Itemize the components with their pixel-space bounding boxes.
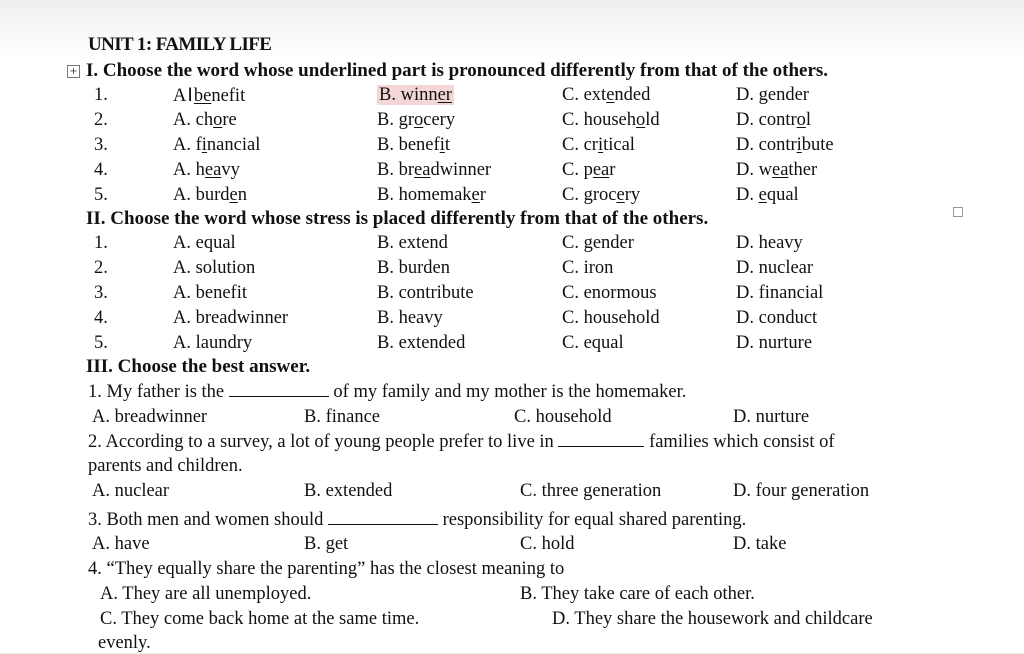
part2-row-2-option-b[interactable]: B. burden	[377, 258, 450, 278]
q1-option-b[interactable]: B. finance	[304, 407, 381, 427]
part2-row-5-option-b[interactable]: B. extended	[377, 333, 466, 353]
part1-row-3-number: 3.	[94, 135, 108, 155]
part2-row-4-number: 4.	[94, 308, 108, 328]
part1-row-1-number: 1.	[94, 85, 108, 105]
part2-row-1-option-c[interactable]: C. gender	[562, 233, 634, 253]
part2-row-1-option-d[interactable]: D. heavy	[736, 233, 803, 253]
q4-option-a[interactable]: A. They are all unemployed.	[100, 584, 312, 604]
part1-row-4-option-d[interactable]: D. weather	[736, 160, 818, 180]
part2-row-5-option-d[interactable]: D. nurture	[736, 333, 813, 353]
part2-row-5-number: 5.	[94, 333, 108, 353]
q1-option-a[interactable]: A. breadwinner	[92, 407, 208, 427]
q3-option-a[interactable]: A. have	[92, 534, 150, 554]
q3-stem-post: responsibility for equal shared parenting.	[442, 510, 747, 530]
part2-row-3-number: 3.	[94, 283, 108, 303]
q3-stem-pre: 3. Both men and women should	[88, 510, 324, 530]
part1-row-4-number: 4.	[94, 160, 108, 180]
part1-row-5-option-a[interactable]: A. burden	[173, 185, 247, 205]
q4-stem: 4. “They equally share the parenting” has the closest meaning to	[88, 559, 565, 579]
part1-row-3-option-d[interactable]: D. contribute	[736, 135, 834, 155]
q3-option-c[interactable]: C. hold	[520, 534, 575, 554]
q4-option-d-continued: evenly.	[98, 633, 151, 653]
part2-row-2-option-c[interactable]: C. iron	[562, 258, 614, 278]
part1-row-3-option-c[interactable]: C. critical	[562, 135, 635, 155]
q4-option-d[interactable]: D. They share the housework and childcare	[552, 609, 873, 629]
part1-row-4-option-b[interactable]: B. breadwinner	[377, 160, 492, 180]
part1-row-5-option-b[interactable]: B. homemaker	[377, 185, 486, 205]
q2-option-a[interactable]: A. nuclear	[92, 481, 170, 501]
part1-row-5-option-c[interactable]: C. grocery	[562, 185, 641, 205]
highlighted-answer: B. winner	[379, 85, 452, 105]
part2-row-3-option-d[interactable]: D. financial	[736, 283, 824, 303]
part1-row-1-option-c[interactable]: C. extended	[562, 85, 651, 105]
q4-option-b[interactable]: B. They take care of each other.	[520, 584, 755, 604]
part1-row-3-option-b[interactable]: B. benefit	[377, 135, 450, 155]
part1-row-4-option-c[interactable]: C. pear	[562, 160, 616, 180]
part2-row-5-option-c[interactable]: C. equal	[562, 333, 624, 353]
part2-row-5-option-a[interactable]: A. laundry	[173, 333, 253, 353]
part1-row-2-option-d[interactable]: D. control	[736, 110, 812, 130]
q3-option-d[interactable]: D. take	[733, 534, 787, 554]
part1-row-2-option-b[interactable]: B. grocery	[377, 110, 456, 130]
part2-row-4-option-d[interactable]: D. conduct	[736, 308, 818, 328]
part2-heading: II. Choose the word whose stress is placed differently from that of the others.	[86, 208, 709, 229]
part2-row-4-option-a[interactable]: A. breadwinner	[173, 308, 289, 328]
part2-row-3-option-c[interactable]: C. enormous	[562, 283, 657, 303]
part1-row-3-option-a[interactable]: A. financial	[173, 135, 261, 155]
q1-stem-pre: 1. My father is the	[88, 382, 225, 402]
q2-option-d[interactable]: D. four generation	[733, 481, 870, 501]
part1-row-4-option-a[interactable]: A. heavy	[173, 160, 240, 180]
text-cursor-icon: I	[187, 85, 193, 106]
q3-stem	[88, 510, 746, 531]
part2-row-3-option-b[interactable]: B. contribute	[377, 283, 474, 303]
q1-stem-post: of my family and my mother is the homemaker.	[333, 382, 687, 402]
part1-row-2-number: 2.	[94, 110, 108, 130]
part2-row-4-option-c[interactable]: C. household	[562, 308, 660, 328]
q1-option-c[interactable]: C. household	[514, 407, 612, 427]
table-move-handle-icon[interactable]: +	[67, 65, 80, 78]
part1-row-1-option-b[interactable]	[377, 85, 454, 106]
part2-row-2-option-d[interactable]: D. nuclear	[736, 258, 814, 278]
part1-row-2-option-c[interactable]: C. household	[562, 110, 660, 130]
q2-stem-post: families which consist of	[649, 432, 835, 452]
q2-option-b[interactable]: B. extended	[304, 481, 393, 501]
q1-blank[interactable]	[229, 382, 329, 397]
part2-row-1-option-a[interactable]: A. equal	[173, 233, 236, 253]
part2-row-1-number: 1.	[94, 233, 108, 253]
unit-title: UNIT 1: FAMILY LIFE	[88, 34, 272, 55]
q2-blank[interactable]	[558, 432, 644, 447]
q1-stem	[88, 382, 686, 403]
part1-row-1-option-a[interactable]: AIbenefit	[173, 85, 246, 106]
q2-stem	[88, 432, 835, 453]
q2-option-c[interactable]: C. three generation	[520, 481, 662, 501]
part1-row-5-number: 5.	[94, 185, 108, 205]
q2-stem-pre: 2. According to a survey, a lot of young people prefer to live in	[88, 432, 554, 452]
part1-heading: I. Choose the word whose underlined part is pronounced differently from that of the others.	[86, 60, 829, 81]
q4-option-c[interactable]: C. They come back home at the same time.	[100, 609, 420, 629]
part3-heading: III. Choose the best answer.	[86, 356, 311, 377]
part2-row-3-option-a[interactable]: A. benefit	[173, 283, 247, 303]
paragraph-mark-icon	[953, 207, 963, 217]
q3-blank[interactable]	[328, 510, 438, 525]
part2-row-1-option-b[interactable]: B. extend	[377, 233, 448, 253]
q1-option-d[interactable]: D. nurture	[733, 407, 810, 427]
part2-row-2-number: 2.	[94, 258, 108, 278]
part2-row-4-option-b[interactable]: B. heavy	[377, 308, 443, 328]
q3-option-b[interactable]: B. get	[304, 534, 349, 554]
q2-stem-continued: parents and children.	[88, 456, 243, 476]
part1-row-5-option-d[interactable]: D. equal	[736, 185, 799, 205]
part1-row-2-option-a[interactable]: A. chore	[173, 110, 237, 130]
part2-row-2-option-a[interactable]: A. solution	[173, 258, 256, 278]
part1-row-1-option-d[interactable]: D. gender	[736, 85, 809, 105]
